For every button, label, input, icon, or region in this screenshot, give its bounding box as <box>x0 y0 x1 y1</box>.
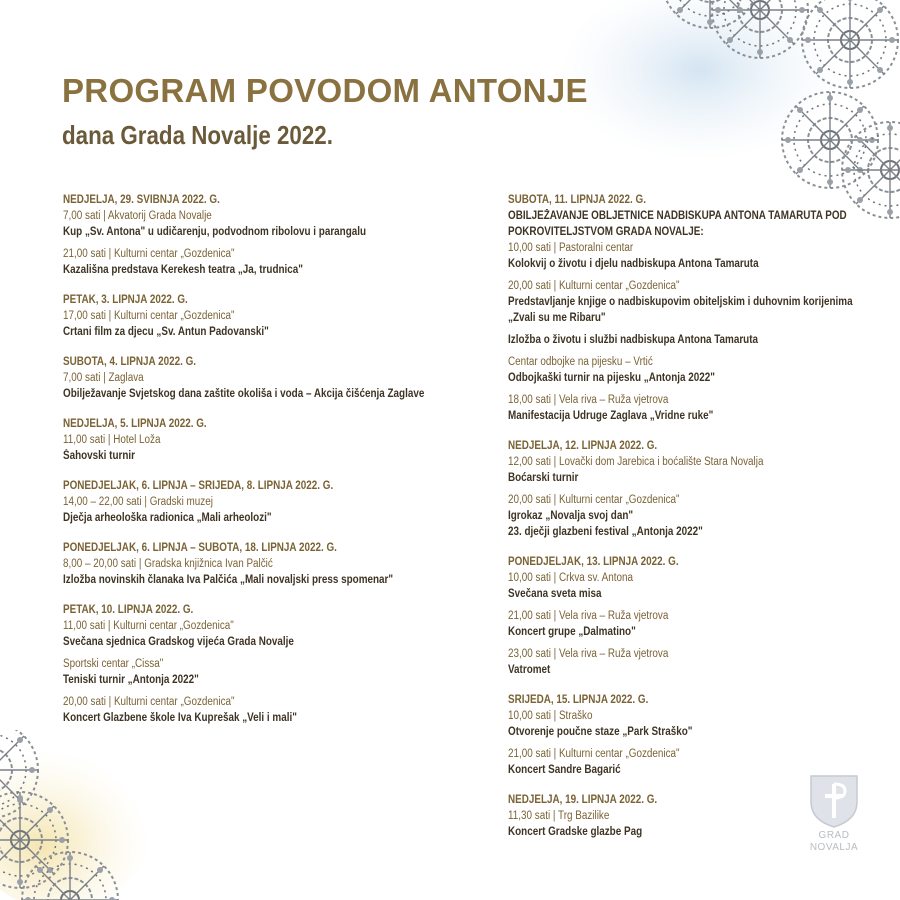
event-item <box>508 608 858 640</box>
schedule-right-column <box>508 192 858 854</box>
event-item <box>508 492 858 540</box>
event-title: Koncert grupe „Dalmatino" <box>508 626 636 638</box>
event-title: Boćarski turnir <box>508 472 579 484</box>
day-date: PETAK, 3. LIPNJA 2022. G. <box>63 294 188 306</box>
day-block <box>508 692 858 778</box>
day-date: PONEDJELJAK, 6. LIPNJA – SUBOTA, 18. LIPNJA 2022. G. <box>63 542 337 554</box>
event-time-location: 20,00 sati | Kulturni centar „Gozdenica" <box>63 696 235 708</box>
page-title: PROGRAM POVODOM ANTONJE <box>62 72 588 109</box>
event-title: Kup „Sv. Antona" u udičarenju, podvodnom ribolovu i parangalu <box>63 226 367 238</box>
lace-decoration-bottom-left <box>0 730 150 900</box>
event-time-location: 14,00 – 22,00 sati | Gradski muzej <box>63 496 213 508</box>
event-item <box>508 278 858 326</box>
event-title: Predstavljanje knjige o nadbiskupovim obiteljskim i duhovnim korijenima „Zvali su me Ribaru" <box>508 296 853 324</box>
day-date: PONEDJELJAK, 13. LIPNJA 2022. G. <box>508 556 679 568</box>
event-time-location: 11,00 sati | Kulturni centar „Gozdenica" <box>63 620 234 632</box>
event-title: Kazališna predstava Kerekesh teatra „Ja, trudnica" <box>63 264 303 276</box>
event-time-location: 7,00 sati | Zaglava <box>63 372 144 384</box>
lace-decoration-top-right <box>560 0 900 220</box>
event-item <box>508 708 858 740</box>
event-title: Kolokvij o životu i djelu nadbiskupa Antona Tamaruta <box>508 258 759 270</box>
day-date: NEDJELJA, 12. LIPNJA 2022. G. <box>508 440 658 452</box>
day-block <box>63 292 443 340</box>
event-item <box>63 694 443 726</box>
event-item <box>508 454 858 486</box>
event-item <box>508 392 858 424</box>
logo-text-line2: NOVALJA <box>809 842 859 853</box>
event-time-location: 20,00 sati | Kulturni centar „Gozdenica" <box>508 280 680 292</box>
event-item <box>508 332 858 348</box>
logo-text-line1: GRAD <box>818 830 850 841</box>
day-date: SUBOTA, 11. LIPNJA 2022. G. <box>508 194 646 206</box>
event-time-location: 23,00 sati | Vela riva – Ruža vjetrova <box>508 648 669 660</box>
day-date: SRIJEDA, 15. LIPNJA 2022. G. <box>508 694 649 706</box>
event-item <box>63 308 443 340</box>
event-time-location: 17,00 sati | Kulturni centar „Gozdenica" <box>63 310 235 322</box>
event-title: 23. dječji glazbeni festival „Antonja 2022" <box>508 526 703 538</box>
event-time-location: 10,00 sati | Crkva sv. Antona <box>508 572 633 584</box>
event-title: Obilježavanje Svjetskog dana zaštite okoliša i voda – Akcija čišćenja Zaglave <box>63 388 425 400</box>
event-item <box>508 646 858 678</box>
event-title: Igrokaz „Novalja svoj dan" <box>508 510 634 522</box>
day-block <box>508 192 858 424</box>
day-block <box>63 602 443 726</box>
event-title: Izložba novinskih članaka Iva Palčića „Mali novaljski press spomenar" <box>63 574 394 586</box>
event-title: Svečana sjednica Gradskog vijeća Grada Novalje <box>63 636 294 648</box>
event-item <box>63 208 443 240</box>
day-note: OBILJEŽAVANJE OBLJETNICE NADBISKUPA ANTONA TAMARUTA POD POKROVITELJSTVOM GRADA NOVALJE: <box>508 210 847 238</box>
day-block <box>508 554 858 678</box>
event-title: Teniski turnir „Antonja 2022" <box>63 674 199 686</box>
day-date: NEDJELJA, 19. LIPNJA 2022. G. <box>508 794 658 806</box>
event-time-location: 7,00 sati | Akvatorij Grada Novalje <box>63 210 212 222</box>
event-title: Dječja arheološka radionica „Mali arheolozi" <box>63 512 272 524</box>
event-item <box>63 494 443 526</box>
page-subtitle: dana Grada Novalje 2022. <box>62 120 333 150</box>
event-time-location: 10,00 sati | Straško <box>508 710 593 722</box>
coat-of-arms-icon <box>807 772 861 830</box>
event-time-location: 21,00 sati | Vela riva – Ruža vjetrova <box>508 610 669 622</box>
event-title: Crtani film za djecu „Sv. Antun Padovanski" <box>63 326 269 338</box>
schedule-left-column <box>63 192 443 740</box>
event-item <box>508 354 858 386</box>
event-item <box>63 618 443 650</box>
event-item <box>63 656 443 688</box>
day-date: PONEDJELJAK, 6. LIPNJA – SRIJEDA, 8. LIPNJA 2022. G. <box>63 480 334 492</box>
event-title: Koncert Gradske glazbe Pag <box>508 826 643 838</box>
event-time-location: 8,00 – 20,00 sati | Gradska knjižnica Ivan Palčić <box>63 558 273 570</box>
event-time-location: 20,00 sati | Kulturni centar „Gozdenica" <box>508 494 680 506</box>
day-block <box>63 192 443 278</box>
event-title: Koncert Glazbene škole Iva Kuprešak „Veli i mali" <box>63 712 297 724</box>
event-item <box>63 370 443 402</box>
event-time-location: 21,00 sati | Kulturni centar „Gozdenica" <box>63 248 235 260</box>
event-time-location: 12,00 sati | Lovački dom Jarebica i boćalište Stara Novalja <box>508 456 764 468</box>
day-block <box>508 438 858 540</box>
event-title: Izložba o životu i službi nadbiskupa Antona Tamaruta <box>508 334 759 346</box>
day-date: PETAK, 10. LIPNJA 2022. G. <box>63 604 194 616</box>
event-title: Odbojkaški turnir na pijesku „Antonja 2022" <box>508 372 715 384</box>
event-time-location: 21,00 sati | Kulturni centar „Gozdenica" <box>508 748 680 760</box>
day-date: NEDJELJA, 5. LIPNJA 2022. G. <box>63 418 207 430</box>
event-item <box>508 570 858 602</box>
day-block <box>63 478 443 526</box>
day-date: NEDJELJA, 29. SVIBNJA 2022. G. <box>63 194 220 206</box>
event-time-location: Centar odbojke na pijesku – Vrtić <box>508 356 653 368</box>
event-title: Vatromet <box>508 664 551 676</box>
day-block <box>63 416 443 464</box>
event-title: Šahovski turnir <box>63 450 135 462</box>
event-item <box>508 240 858 272</box>
event-item <box>63 246 443 278</box>
event-time-location: 11,00 sati | Hotel Loža <box>63 434 161 446</box>
event-title: Koncert Sandre Bagarić <box>508 764 621 776</box>
event-time-location: 18,00 sati | Vela riva – Ruža vjetrova <box>508 394 669 406</box>
event-item <box>63 556 443 588</box>
event-time-location: Sportski centar „Cissa" <box>63 658 164 670</box>
event-time-location: 10,00 sati | Pastoralni centar <box>508 242 634 254</box>
event-title: Svečana sveta misa <box>508 588 602 600</box>
event-title: Manifestacija Udruge Zaglava „Vridne ruke" <box>508 410 714 422</box>
event-item <box>63 432 443 464</box>
day-block <box>63 354 443 402</box>
event-title: Otvorenje poučne staze „Park Straško" <box>508 726 693 738</box>
day-date: SUBOTA, 4. LIPNJA 2022. G. <box>63 356 197 368</box>
grad-novalja-logo <box>802 772 866 854</box>
day-block <box>63 540 443 588</box>
event-time-location: 11,30 sati | Trg Bazilike <box>508 810 610 822</box>
